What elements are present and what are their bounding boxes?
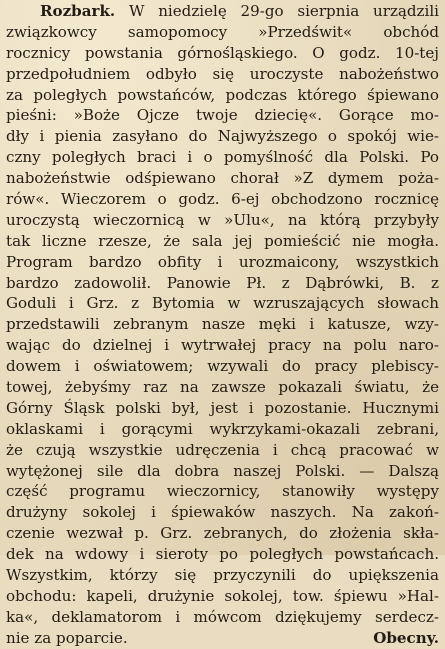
article-line: bardzo zadowolił. Panowie Pł. z Dąbrówki, B. z — [6, 273, 439, 292]
article-line: Program bardzo obfity i urozmaicony, wszystkich — [6, 252, 439, 271]
article-line: przedpołudniem odbyło się uroczyste nabożeństwo — [6, 64, 439, 83]
article-line: drużyny sokolej i śpiewaków naszych. Na zakoń- — [6, 503, 439, 522]
article-headword: Rozbark. — [40, 2, 116, 20]
article-line: za poległych powstańców, podczas którego śpiewano — [6, 85, 439, 104]
news-article — [6, 1, 439, 649]
article-line-first — [6, 1, 439, 22]
article-signature: Obecny. — [373, 628, 439, 647]
article-line: tak liczne rzesze, że sala jej pomieścić nie mogła. — [6, 231, 439, 250]
article-line: wytężonej sile dla dobra naszej Polski. — Dalszą — [6, 461, 439, 480]
article-line: że czują wszystkie udręczenia i chcą pracować w — [6, 440, 439, 459]
article-line: dły i pienia zasyłano do Najwyższego o spokój wie- — [6, 127, 439, 146]
article-line: część programu wieczornicy, stanowiły występy — [6, 482, 439, 501]
article-line: wając do dzielnej i wytrwałej pracy na polu naro- — [6, 336, 439, 355]
article-line: uroczystą wieczornicą w »Ulu«, na którą przybyły — [6, 210, 439, 229]
article-line: czenie wezwał p. Grz. zebranych, do złożenia skła- — [6, 524, 439, 543]
article-line: towej, żebyśmy raz na zawsze pokazali światu, że — [6, 378, 439, 397]
article-line: ka«, deklamatorom i mówcom dziękujemy serdecz- — [6, 607, 439, 626]
article-line: rów«. Wieczorem o godz. 6-ej obchodzono rocznicę — [6, 190, 439, 209]
article-closing-line — [6, 628, 439, 649]
article-line: Goduli i Grz. z Bytomia w wzruszających słowach — [6, 294, 439, 313]
article-line: oklaskami i gorącymi wykrzykami-okazali zebrani, — [6, 419, 439, 438]
article-line: rocznicy powstania górnośląskiego. O godz. 10-tej — [6, 43, 439, 62]
article-line: Górny Śląsk polski był, jest i pozostanie. Hucznymi — [6, 398, 439, 417]
article-line: nabożeństwie odśpiewano chorał »Z dymem poża- — [6, 169, 439, 188]
article-line: czny poległych braci i o pomyślność dla Polski. Po — [6, 148, 439, 167]
article-line: Wszystkim, którzy się przyczynili do upiększenia — [6, 566, 439, 585]
article-line: związkowcy samopomocy »Przedświt« obchód — [6, 22, 439, 41]
article-line: dek na wdowy i sieroty po poległych powstańcach. — [6, 545, 439, 564]
article-line: obchodu: kapeli, drużynie sokolej, tow. śpiewu »Hal- — [6, 586, 439, 605]
article-line: pieśni: »Boże Ojcze twoje dziecię«. Gorące mo- — [6, 106, 439, 125]
article-closing-text: nie za poparcie. — [6, 628, 128, 647]
article-line: przedstawili zebranym nasze męki i katusze, wzy- — [6, 315, 439, 334]
article-line: dowem i oświatowem; wzywali do pracy plebiscy- — [6, 357, 439, 376]
article-line: W niedzielę 29-go sierpnia urządzili — [128, 2, 439, 20]
